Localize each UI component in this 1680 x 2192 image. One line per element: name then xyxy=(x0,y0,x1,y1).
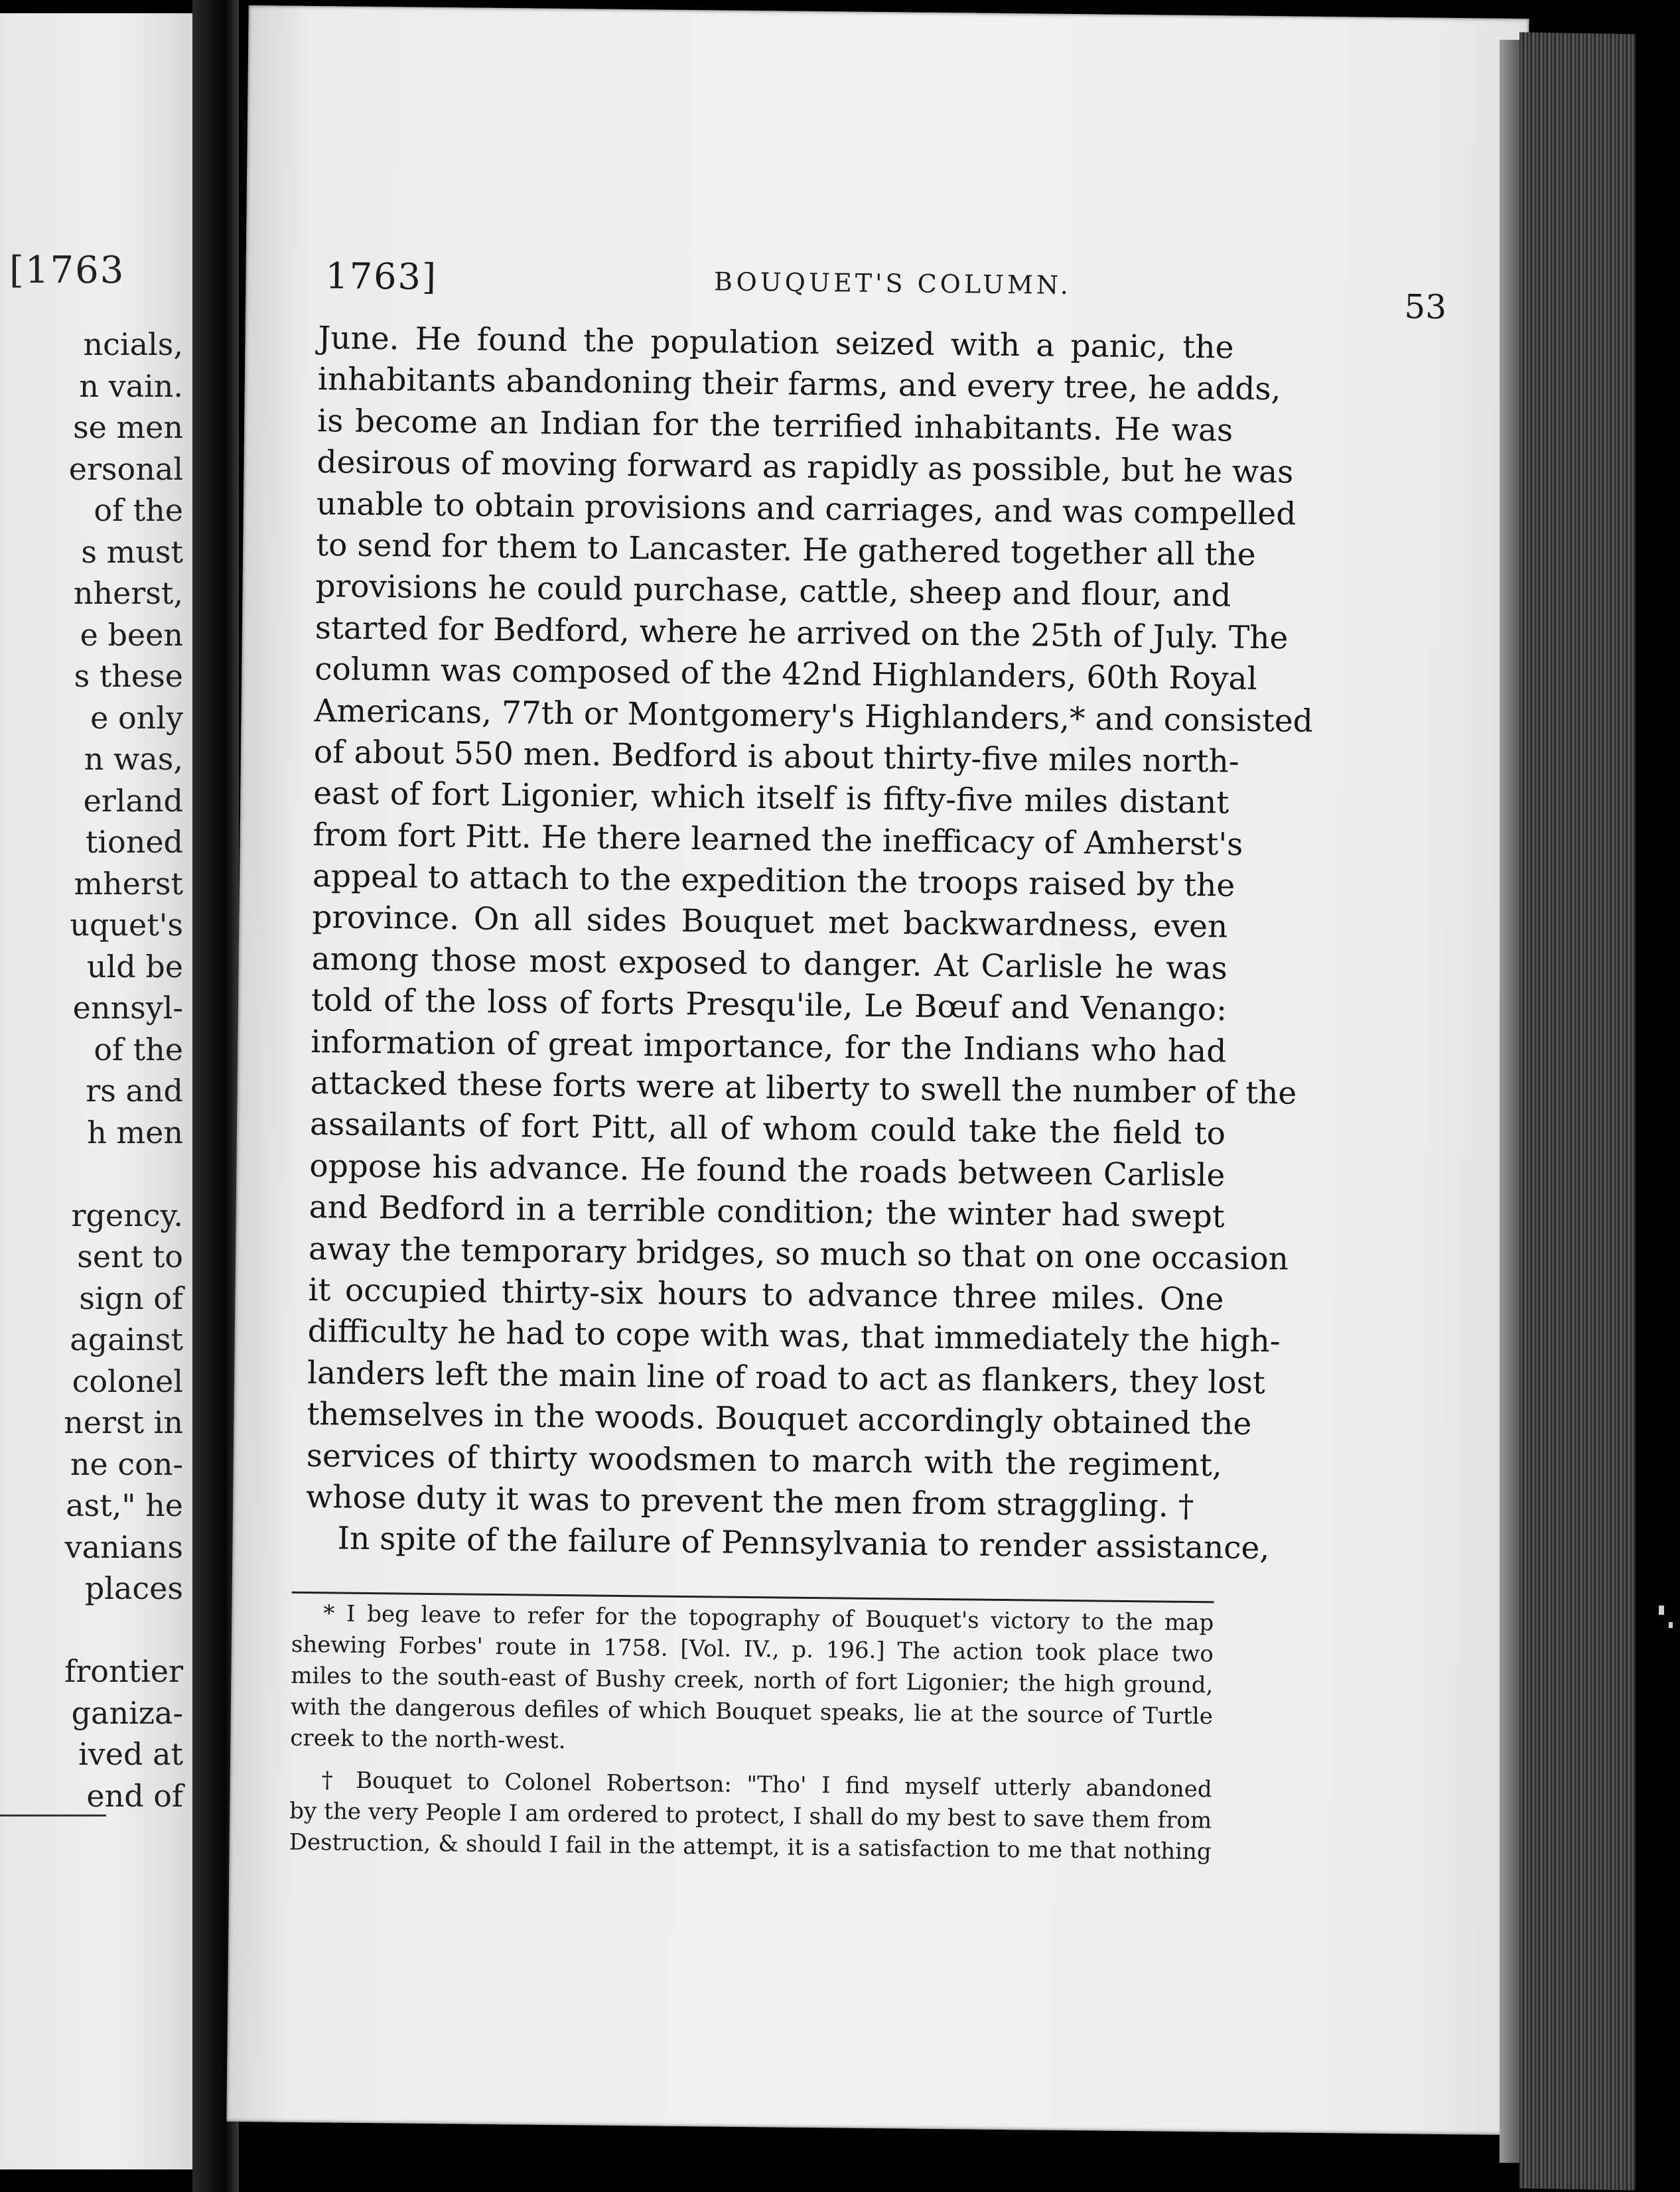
previous-page xyxy=(0,13,192,2169)
footnotes xyxy=(289,1598,1214,1868)
body-line: June. He found the population seized with a panic, the xyxy=(318,320,1234,366)
footnote-1 xyxy=(290,1598,1214,1764)
body-line: it occupied thirty-six hours to advance three miles. One xyxy=(308,1272,1224,1318)
previous-page-line: erland xyxy=(83,782,183,819)
footnote-line: * I beg leave to refer for the topography of Bouquet's victory to the map xyxy=(323,1600,1214,1637)
previous-page-line xyxy=(0,1153,183,1195)
header-year: 1763] xyxy=(325,255,438,298)
body-line: Americans, 77th or Montgomery's Highlanders,* and consisted xyxy=(314,692,1314,740)
previous-page-line: vanians xyxy=(64,1529,183,1565)
previous-page-line: s must xyxy=(81,533,183,570)
footnote-line: creek to the north-west. xyxy=(290,1724,566,1755)
previous-page-line: ast," he xyxy=(66,1487,183,1523)
running-head xyxy=(325,255,1460,326)
body-line: away the temporary bridges, so much so that on one occasion xyxy=(308,1230,1289,1278)
footnote-line: † Bouquet to Colonel Robertson: "Tho' I find myself utterly abandoned xyxy=(321,1767,1212,1803)
previous-page-line: tioned xyxy=(85,824,183,860)
previous-page-line: se men xyxy=(73,409,183,445)
previous-page-header: [1763 xyxy=(9,249,125,292)
body-line: whose duty it was to prevent the men from straggling. † xyxy=(305,1478,1194,1525)
previous-page-line: s these xyxy=(74,658,183,694)
current-page xyxy=(226,5,1529,2135)
body-line: is become an Indian for the terrified inhabitants. He was xyxy=(316,402,1233,449)
previous-page-line: places xyxy=(84,1570,183,1606)
body-line: to send for them to Lancaster. He gathered together all the xyxy=(315,527,1256,573)
body-line: information of great importance, for the Indians who had xyxy=(311,1023,1227,1070)
previous-page-line: n was, xyxy=(84,741,183,777)
body-line: oppose his advance. He found the roads between Carlisle xyxy=(309,1147,1225,1194)
footnote-line: miles to the south-east of Bushy creek, north of fort Ligonier; the high ground, xyxy=(291,1662,1214,1699)
body-text xyxy=(305,318,1314,1569)
body-line: from fort Pitt. He there learned the inefficacy of Amherst's xyxy=(313,816,1243,863)
previous-page-line: of the xyxy=(94,1031,183,1067)
previous-page-line: ersonal xyxy=(68,450,183,487)
previous-page-line: uquet's xyxy=(70,907,183,943)
previous-page-line: e only xyxy=(90,699,183,736)
body-line: among those most exposed to danger. At Carlisle he was xyxy=(311,940,1227,987)
previous-page-line: ived at xyxy=(78,1736,183,1772)
body-line: unable to obtain provisions and carriages, and was compelled xyxy=(316,485,1296,533)
body-line: and Bedford in a terrible condition; the winter had swept xyxy=(309,1189,1225,1235)
header-title: BOUQUET'S COLUMN. xyxy=(713,267,1072,300)
previous-page-line: rgency. xyxy=(71,1197,183,1233)
previous-page-line: of the xyxy=(94,492,183,528)
body-line: themselves in the woods. Bouquet accordingly obtained the xyxy=(307,1396,1252,1443)
previous-page-line: h men xyxy=(87,1114,183,1150)
footnote-line: with the dangerous defiles of which Bouquet speaks, lie at the source of Turtle xyxy=(290,1693,1214,1730)
footnote-line: shewing Forbes' route in 1758. [Vol. IV., p. 196.] The action took place two xyxy=(291,1631,1214,1668)
body-line: east of fort Ligonier, which itself is fifty-five miles distant xyxy=(313,775,1229,821)
previous-page-line: sent to xyxy=(77,1239,183,1274)
previous-page-line: n vain. xyxy=(79,368,183,404)
body-line: told of the loss of forts Presqu'ile, Le Bœuf and Venango: xyxy=(311,982,1227,1028)
body-line: inhabitants abandoning their farms, and every tree, he adds, xyxy=(317,361,1281,408)
footnote-line: by the very People I am ordered to protect, I shall do my best to save them from xyxy=(289,1797,1212,1834)
body-line: started for Bedford, where he arrived on the 25th of July. The xyxy=(315,609,1289,657)
scan-speck xyxy=(1669,1622,1673,1628)
body-line: appeal to attach to the expedition the troops raised by the xyxy=(312,858,1235,904)
body-line: desirous of moving forward as rapidly as possible, but he was xyxy=(316,444,1294,491)
previous-page-text xyxy=(0,324,183,1816)
body-line: provisions he could purchase, cattle, sheep and flour, and xyxy=(315,568,1231,614)
footnote-line: Destruction, & should I fail in the attempt, it is a satisfaction to me that nothing xyxy=(289,1828,1212,1866)
page-number: 53 xyxy=(1404,287,1447,326)
scan-speck xyxy=(1659,1606,1664,1615)
previous-page-line: ennsyl- xyxy=(72,990,183,1026)
previous-page-footnote-rule xyxy=(0,1815,106,1816)
previous-page-line: colonel xyxy=(72,1363,183,1399)
body-line: column was composed of the 42nd Highlanders, 60th Royal xyxy=(314,651,1257,698)
previous-page-line: uld be xyxy=(86,948,183,985)
previous-page-line: sign of xyxy=(79,1280,183,1316)
previous-page-line: nerst in xyxy=(64,1404,183,1440)
previous-page-line: frontier xyxy=(64,1653,183,1689)
body-line: of about 550 men. Bedford is about thirty-five miles north- xyxy=(313,733,1239,780)
body-line: province. On all sides Bouquet met backwardness, even xyxy=(312,899,1228,945)
body-line: attacked these forts were at liberty to swell the number of the xyxy=(310,1065,1297,1112)
body-line: difficulty he had to cope with was, that immediately the high- xyxy=(307,1313,1281,1360)
previous-page-line: rs and xyxy=(86,1073,183,1109)
previous-page-line: ganiza- xyxy=(71,1694,183,1731)
body-line: services of thirty woodsmen to march with the regiment, xyxy=(306,1437,1223,1484)
previous-page-line: ncials, xyxy=(83,326,183,362)
previous-page-line: ne con- xyxy=(70,1446,183,1482)
previous-page-line: nherst, xyxy=(73,575,183,611)
previous-page-line: e been xyxy=(80,616,183,653)
previous-page-line xyxy=(0,1610,183,1651)
page-stack xyxy=(1519,32,1636,2190)
previous-page-line: against xyxy=(70,1322,183,1357)
body-line: landers left the main line of road to act as flankers, they lost xyxy=(307,1354,1266,1401)
previous-page-line: mherst xyxy=(74,865,183,902)
body-line: In spite of the failure of Pennsylvania to render assistance, xyxy=(337,1520,1270,1567)
body-line: assailants of fort Pitt, all of whom could take the field to xyxy=(309,1106,1226,1152)
previous-page-line: end of xyxy=(86,1777,183,1814)
footnote-2 xyxy=(289,1765,1212,1868)
